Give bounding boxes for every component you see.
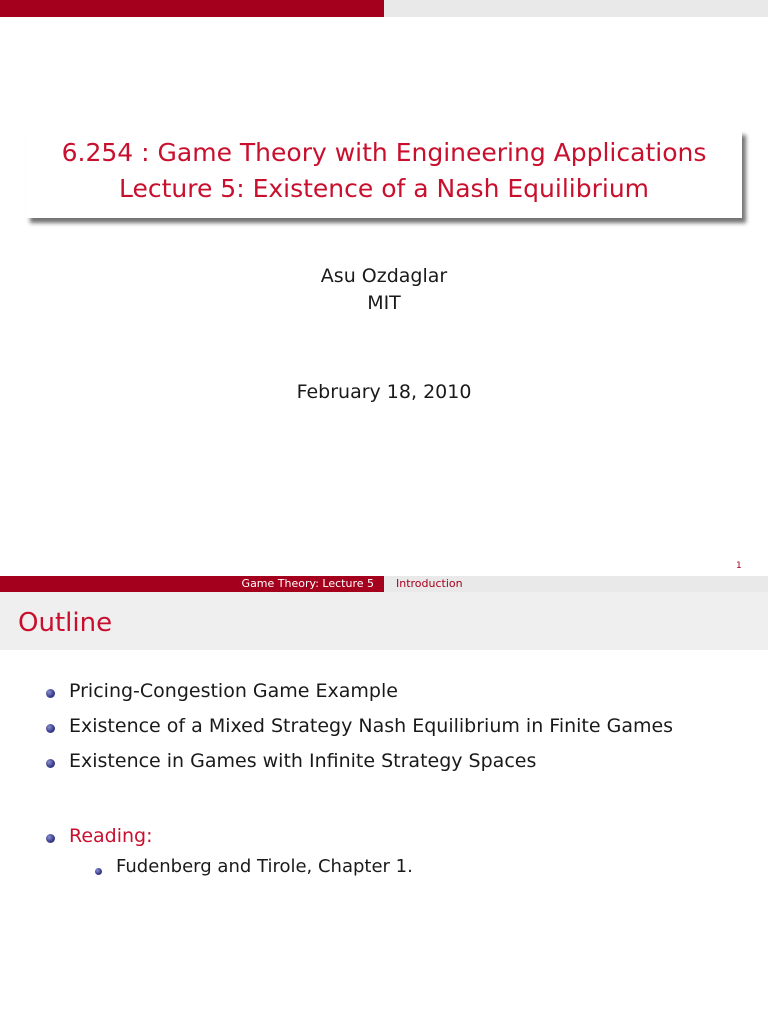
institution: MIT xyxy=(367,292,401,314)
header-bar-gray xyxy=(384,0,768,17)
header-bar-red xyxy=(0,0,384,17)
bullet-icon xyxy=(46,834,55,843)
author-name: Asu Ozdaglar xyxy=(320,265,448,287)
nav-presentation-title[interactable]: Game Theory: Lecture 5 xyxy=(241,577,374,590)
reading-label: Reading: xyxy=(69,825,153,847)
title-line-2: Lecture 5: Existence of a Nash Equilibrium xyxy=(118,174,650,203)
frame-title-bar xyxy=(0,592,768,650)
top-header-bar xyxy=(0,0,768,17)
bullet-icon xyxy=(46,759,55,768)
nav-bar-left xyxy=(0,576,384,592)
sub-bullet-icon xyxy=(95,868,102,875)
outline-slide xyxy=(0,576,768,1024)
page-number: 1 xyxy=(736,561,742,571)
title-line-1: 6.254 : Game Theory with Engineering Applications xyxy=(61,138,707,167)
bullet-icon xyxy=(46,724,55,733)
nav-bar-right xyxy=(384,576,768,592)
bullet-icon xyxy=(46,689,55,698)
title-box xyxy=(26,130,742,218)
outline-item: Pricing-Congestion Game Example xyxy=(69,680,398,702)
navigation-bar xyxy=(0,576,768,592)
lecture-date: February 18, 2010 xyxy=(296,381,472,403)
nav-section-introduction[interactable]: Introduction xyxy=(396,577,463,590)
outline-item: Existence in Games with Infinite Strategy Spaces xyxy=(69,750,537,772)
outline-item: Existence of a Mixed Strategy Nash Equilibrium in Finite Games xyxy=(69,715,674,737)
reading-item: Fudenberg and Tirole, Chapter 1. xyxy=(116,856,413,877)
frame-title: Outline xyxy=(18,608,113,638)
